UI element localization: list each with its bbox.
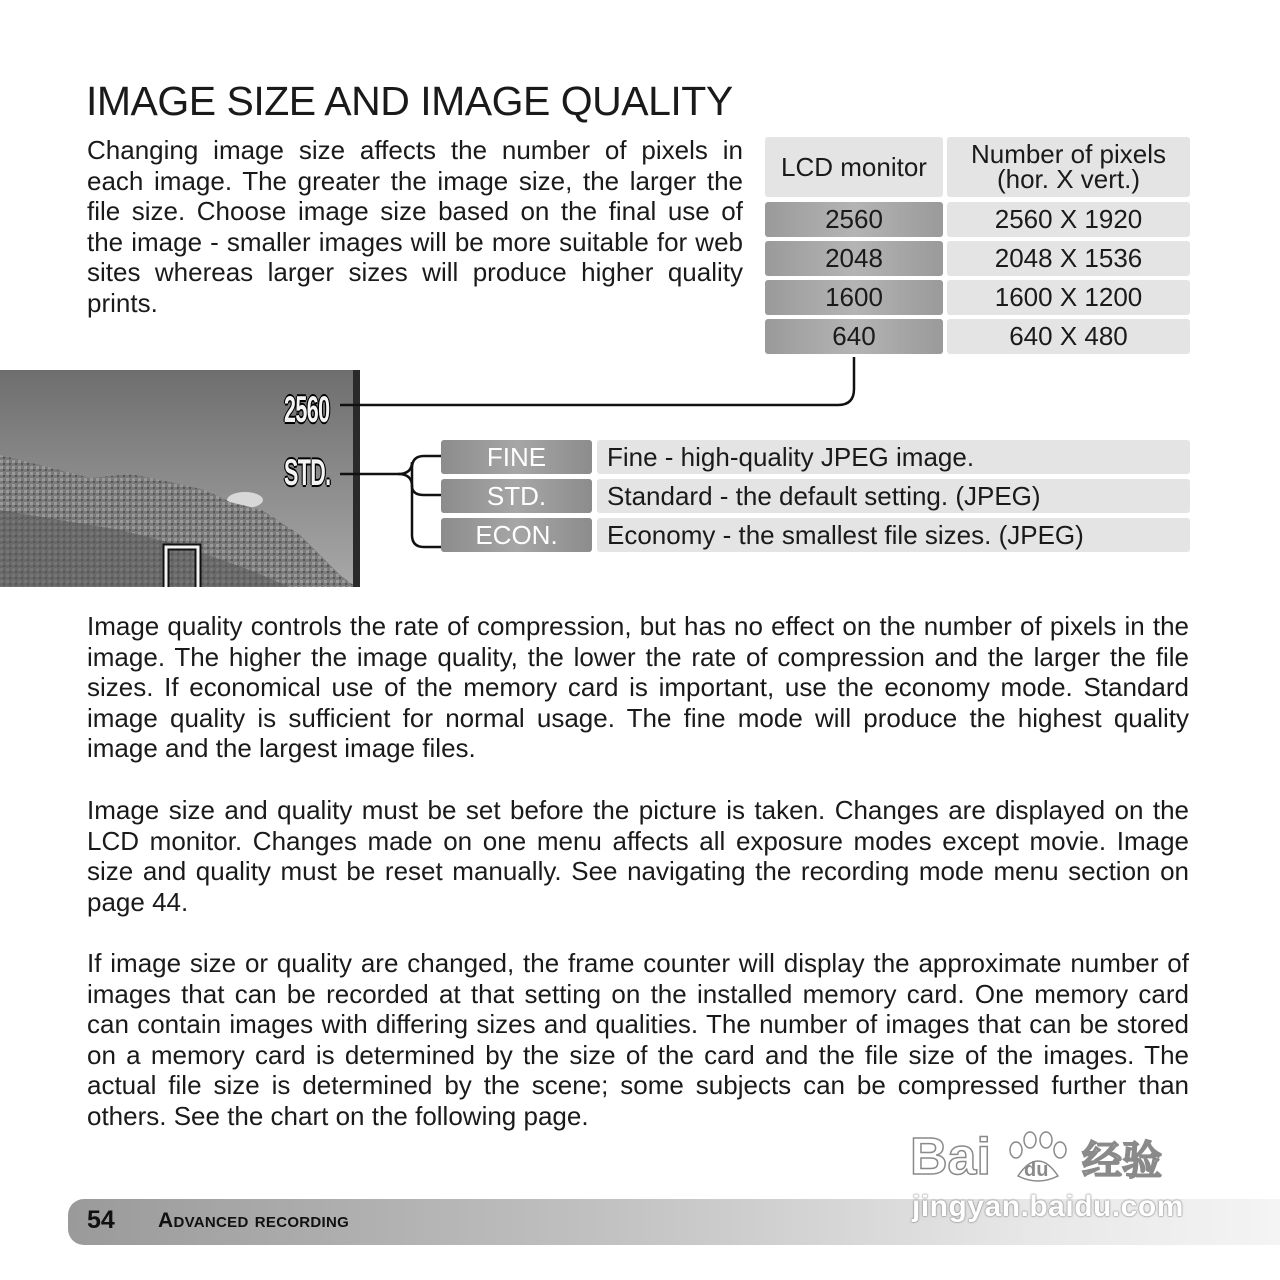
svg-text:du: du xyxy=(1024,1159,1049,1181)
quality-desc-econ: Economy - the smallest file sizes. (JPEG) xyxy=(597,518,1190,552)
page-title: IMAGE SIZE AND IMAGE QUALITY xyxy=(86,78,733,124)
quality-label-fine: FINE xyxy=(441,440,592,474)
header-pixels-line1: Number of pixels xyxy=(970,139,1167,169)
pixels-cell-2048: 2048 X 1536 xyxy=(947,241,1190,276)
pixels-cell-1600: 1600 X 1200 xyxy=(947,280,1190,315)
quality-paragraph: Image quality controls the rate of compression, but has no effect on the number of pixels in the image. The higher the image quality, the lower the rate of compression and the larger the file sizes. If economical use of the memory card is important, use the economy mode. Standard image quality is sufficient for normal usage. The fine mode will produce the highest quality image and the largest image files. xyxy=(87,611,1189,763)
svg-text:Bai: Bai xyxy=(910,1128,991,1186)
size-cell-1600: 1600 xyxy=(765,280,943,315)
intro-paragraph: Changing image size affects the number of pixels in each image. The greater the image size, the larger the file size. Choose image size based on the final use of the image - smaller images will be more suitable for web sites whereas larger sizes will produce higher quality prints. xyxy=(87,135,743,318)
settings-paragraph: Image size and quality must be set before the picture is taken. Changes are displayed on the LCD monitor. Changes made on one menu affects all exposure modes except movie. Image size and quality must be reset manually. See navigating the recording mode menu section on page 44. xyxy=(87,795,1189,917)
lcd-quality-readout: STD. xyxy=(284,452,331,493)
lcd-size-readout: 2560 xyxy=(284,389,330,430)
size-cell-2560: 2560 xyxy=(765,202,943,237)
section-title: Advanced recording xyxy=(158,1209,350,1232)
size-cell-640: 640 xyxy=(765,319,943,354)
quality-label-std: STD. xyxy=(441,479,592,513)
quality-desc-fine: Fine - high-quality JPEG image. xyxy=(597,440,1190,474)
quality-label-econ: ECON. xyxy=(441,518,592,552)
quality-desc-std: Standard - the default setting. (JPEG) xyxy=(597,479,1190,513)
pixels-cell-640: 640 X 480 xyxy=(947,319,1190,354)
header-lcd-monitor: LCD monitor xyxy=(765,137,943,197)
page-number: 54 xyxy=(87,1206,115,1234)
svg-text:经验: 经验 xyxy=(1082,1138,1162,1184)
baidu-watermark-logo xyxy=(910,1126,1210,1191)
header-pixels-line2: (hor. X vert.) xyxy=(996,164,1141,194)
frame-counter-paragraph: If image size or quality are changed, the frame counter will display the approximate number of images that can be recorded at that setting on the installed memory card. One memory card can contain images with differing sizes and qualities. The number of images that can be stored on a memory card is determined by the size of the card and the file size of the images. The actual file size is determined by the scene; some subjects can be compressed further than others. See the chart on the following page. xyxy=(87,948,1189,1131)
baidu-logo-icon xyxy=(910,1126,1210,1186)
watermark-url: jingyan.baidu.com xyxy=(912,1190,1184,1223)
size-cell-2048: 2048 xyxy=(765,241,943,276)
pixels-cell-2560: 2560 X 1920 xyxy=(947,202,1190,237)
